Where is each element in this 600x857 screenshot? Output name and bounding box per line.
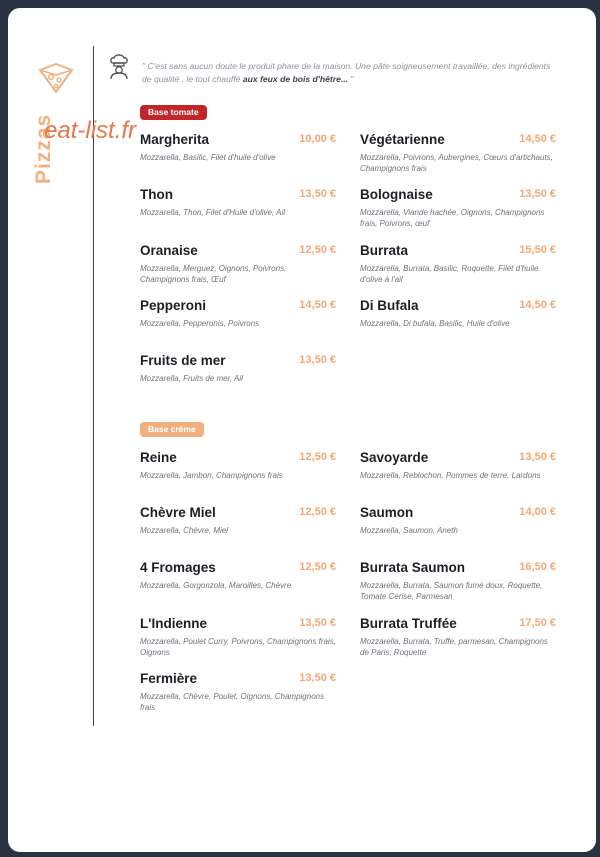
item-name: Margherita [140,132,210,147]
menu-item [360,505,556,536]
item-price: 12,50 € [299,506,336,518]
chef-icon [108,54,130,80]
item-description: Mozzarella, Jambon, Champignons frais [140,471,283,480]
item-description: Mozzarella, Burrata, Saumon fumé doux, Roquette, Tomate Cerise, Parmesan [360,581,543,601]
item-price: 14,00 € [519,506,556,518]
item-description: Mozzarella, Di bufala, Basilic, Huile d'olive [360,319,510,328]
item-price: 14,50 € [519,299,556,311]
item-name: Bolognaise [360,187,433,202]
intro-emphasis: aux feux de bois d'hêtre... [242,74,349,84]
item-description: Mozzarella, Poulet Curry, Poivrons, Champignons frais, Oignons [140,637,336,657]
item-price: 16,50 € [519,561,556,573]
item-price: 13,50 € [299,672,336,684]
menu-item [360,450,556,481]
item-name: L'Indienne [140,616,207,631]
menu-item [140,132,336,163]
item-description: Mozzarella, Poivrons, Aubergines, Cœurs d'artichauts, Champignons frais [360,153,553,173]
section-title: Pizzas [32,113,55,184]
intro-quote: " C'est sans aucun doute le produit phare de la maison. Une pâte soigneusement travaillée, des ingrédients de qualité , le tout chauffé [142,61,551,84]
item-description: Mozzarella, Reblochon, Pommes de terre, Lardons [360,471,541,480]
item-price: 15,50 € [519,244,556,256]
intro-text [142,60,554,86]
menu-item [140,671,336,713]
item-price: 13,50 € [299,188,336,200]
item-name: Burrata Truffée [360,616,457,631]
item-name: Di Bufala [360,298,419,313]
menu-item [140,243,336,285]
menu-item [140,298,336,329]
menu-item [140,353,336,384]
menu-page [8,8,596,852]
item-name: Fruits de mer [140,353,226,368]
item-description: Mozzarella, Burrata, Truffe, parmesan, Champignons de Paris, Roquette [360,637,548,657]
vertical-divider [93,46,94,726]
intro-closing: " [348,74,354,84]
item-name: Savoyarde [360,450,429,465]
menu-item [140,187,336,218]
item-name: 4 Fromages [140,560,216,575]
menu-item [360,616,556,658]
menu-item [140,616,336,658]
item-description: Mozzarella, Fruits de mer, Ail [140,374,243,383]
menu-item [140,450,336,481]
item-description: Mozzarella, Burrata, Basilic, Roquette, Filet d'huile d'olive à l'ail [360,264,539,284]
item-name: Pepperoni [140,298,207,313]
item-name: Burrata [360,243,409,258]
item-description: Mozzarella, Chèvre, Poulet, Oignons, Champignons frais [140,692,325,712]
badge-base-tomate: Base tomate [140,105,207,120]
item-name: Végétarienne [360,132,445,147]
item-price: 14,50 € [519,133,556,145]
item-name: Saumon [360,505,414,520]
menu-item [360,187,556,229]
item-description: Mozzarella, Chèvre, Miel [140,526,229,535]
item-name: Fermière [140,671,198,686]
menu-item [360,298,556,329]
item-description: Mozzarella, Basilic, Filet d'huile d'olive [140,153,276,162]
item-description: Mozzarella, Merguez, Oignons, Poivrons, Champignons frais, Œuf [140,264,287,284]
item-price: 13,50 € [519,451,556,463]
item-description: Mozzarella, Gorgonzola, Maroilles, Chèvre [140,581,292,590]
menu-item [360,243,556,285]
item-description: Mozzarella, Pepperonis, Poivrons [140,319,260,328]
item-description: Mozzarella, Thon, Filet d'Huile d'olive, Ail [140,208,286,217]
item-price: 12,50 € [299,244,336,256]
item-name: Reine [140,450,177,465]
item-description: Mozzarella, Viande hachée, Oignons, Champignons frais, Poivrons, œuf [360,208,545,228]
menu-item [140,560,336,591]
item-name: Chèvre Miel [140,505,216,520]
item-price: 10,00 € [299,133,336,145]
menu-item [360,132,556,174]
item-name: Thon [140,187,173,202]
item-price: 13,50 € [519,188,556,200]
pizza-slice-icon [36,60,76,96]
item-name: Burrata Saumon [360,560,466,575]
item-price: 17,50 € [519,617,556,629]
menu-item [360,560,556,602]
menu-item [140,505,336,536]
item-name: Oranaise [140,243,198,258]
item-price: 12,50 € [299,561,336,573]
badge-base-creme: Base crème [140,422,204,437]
item-description: Mozzarella, Saumon, Aneth [360,526,458,535]
watermark: eat-list.fr [44,117,137,144]
item-price: 14,50 € [299,299,336,311]
item-price: 13,50 € [299,617,336,629]
item-price: 13,50 € [299,354,336,366]
item-price: 12,50 € [299,451,336,463]
